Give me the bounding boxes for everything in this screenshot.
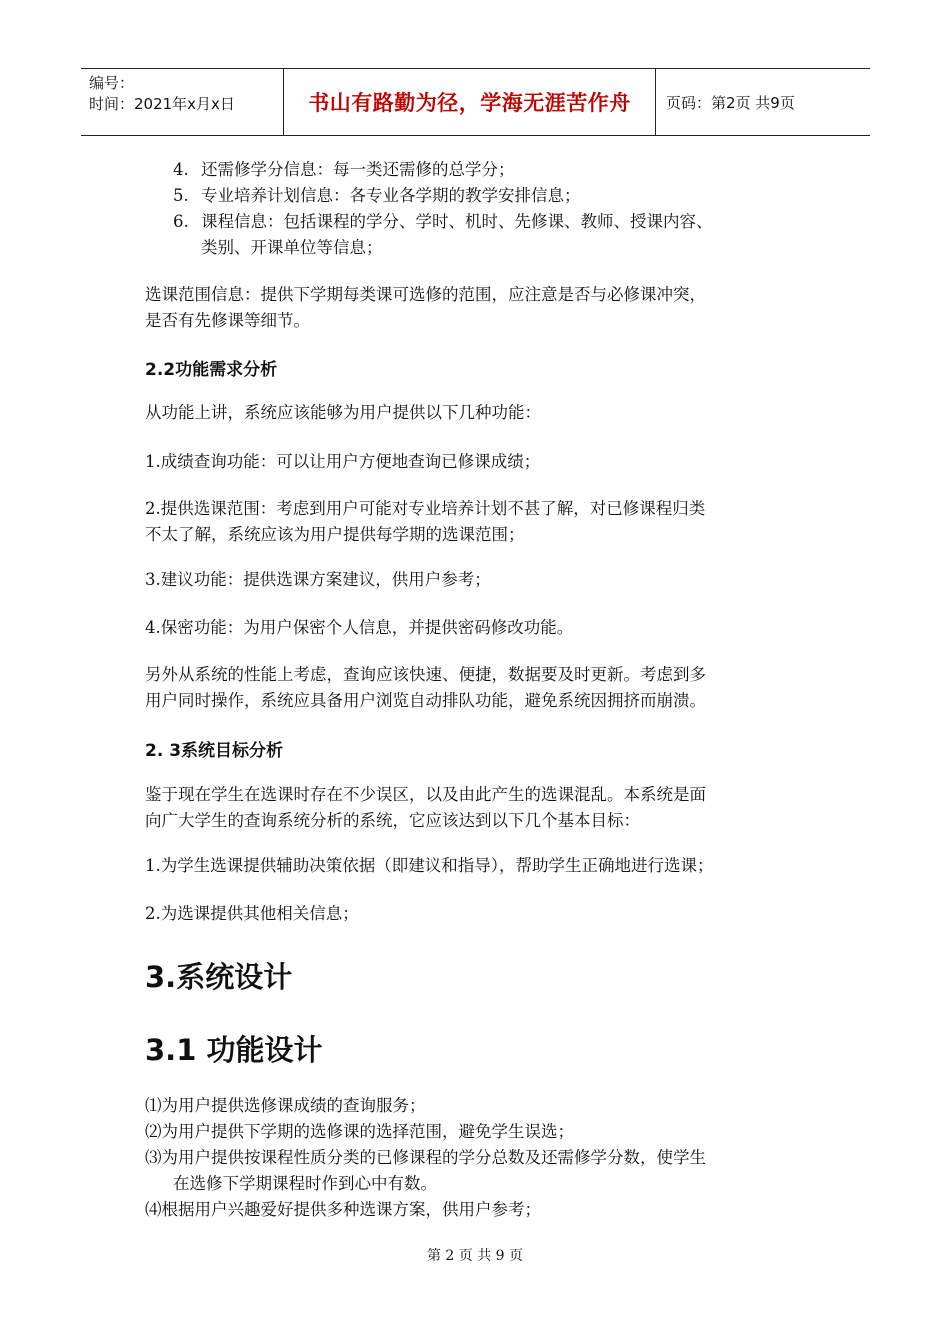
- paren-item: [145, 1119, 574, 1145]
- paren-item: [145, 1197, 541, 1223]
- para-perf: [145, 662, 706, 714]
- para-line: 另外从系统的性能上考虑，查询应该快速、便捷，数据要及时更新。考虑到多: [145, 665, 706, 684]
- para-g2: 2.为选课提供其他相关信息；: [145, 904, 359, 923]
- header-left-cell: [81, 69, 283, 135]
- heading-2-3: 2. 3系统目标分析: [145, 741, 284, 761]
- list-item: [173, 157, 515, 183]
- list-text: 还需修学分信息：每一类还需修的总学分；: [201, 160, 515, 179]
- paren-text-cont: 在选修下学期课程时作到心中有数。: [173, 1174, 437, 1193]
- list-item: [173, 183, 581, 209]
- paren-text: 为用户提供下学期的选修课的选择范围，避免学生误选；: [161, 1122, 574, 1141]
- heading-2-2: 2.2功能需求分析: [145, 360, 278, 380]
- paren-text: 为用户提供按课程性质分类的已修课程的学分总数及还需修学分数，使学生: [161, 1148, 706, 1167]
- para-scope: [145, 282, 706, 334]
- list-text-cont: 类别、开课单位等信息；: [201, 238, 383, 257]
- paren-num: ⑶: [145, 1148, 162, 1167]
- list-item: [173, 209, 713, 261]
- paren-num: ⑷: [145, 1200, 162, 1219]
- paren-text: 根据用户兴趣爱好提供多种选课方案，供用户参考；: [161, 1200, 541, 1219]
- para-line: 向广大学生的查询系统分析的系统，它应该达到以下几个基本目标：: [145, 811, 640, 830]
- para-f1: 1.成绩查询功能：可以让用户方便地查询已修课成绩；: [145, 452, 541, 471]
- heading-3-1: 3.1 功能设计: [145, 1033, 323, 1067]
- list-num: 6.: [173, 212, 189, 231]
- heading-3: 3.系统设计: [145, 960, 293, 994]
- para-f4: 4.保密功能：为用户保密个人信息，并提供密码修改功能。: [145, 618, 574, 637]
- paren-num: ⑴: [145, 1096, 162, 1115]
- para-line: 不太了解，系统应该为用户提供每学期的选课范围；: [145, 525, 525, 544]
- para-line: 鉴于现在学生在选课时存在不少误区，以及由此产生的选课混乱。本系统是面: [145, 785, 706, 804]
- page-footer: 第 2 页 共 9 页: [426, 1248, 524, 1264]
- para-intro: 从功能上讲，系统应该能够为用户提供以下几种功能：: [145, 403, 541, 422]
- header-motto-cell: [283, 69, 656, 135]
- para-g1: 1.为学生选课提供辅助决策依据（即建议和指导），帮助学生正确地进行选课；: [145, 856, 714, 875]
- list-text: 专业培养计划信息：各专业各学期的教学安排信息；: [201, 186, 581, 205]
- page-header: [81, 68, 870, 136]
- paren-text: 为用户提供选修课成绩的查询服务；: [161, 1096, 426, 1115]
- motto-text: 书山有路勤为径，学海无涯苦作舟: [308, 91, 631, 115]
- list-text: 课程信息：包括课程的学分、学时、机时、先修课、教师、授课内容、: [201, 212, 713, 231]
- number-label: 编号：: [89, 74, 135, 92]
- para-line: 用户同时操作，系统应具备用户浏览自动排队功能，避免系统因拥挤而崩溃。: [145, 691, 706, 710]
- para-line: 选课范围信息：提供下学期每类课可选修的范围，应注意是否与必修课冲突，: [145, 285, 706, 304]
- para-f2: [145, 496, 705, 548]
- para-f3: 3.建议功能：提供选课方案建议，供用户参考；: [145, 570, 491, 589]
- list-num: 4.: [173, 160, 189, 179]
- page-info: 页码：第2页 共9页: [666, 93, 795, 112]
- date-label: 时间：2021年x月x日: [89, 95, 235, 113]
- paren-item: [145, 1145, 706, 1197]
- para-line: 2.提供选课范围：考虑到用户可能对专业培养计划不甚了解，对已修课程归类: [145, 499, 706, 518]
- list-num: 5.: [173, 186, 189, 205]
- para-goal: [145, 782, 706, 834]
- para-line: 是否有先修课等细节。: [145, 311, 310, 330]
- paren-item: [145, 1093, 426, 1119]
- paren-num: ⑵: [145, 1122, 162, 1141]
